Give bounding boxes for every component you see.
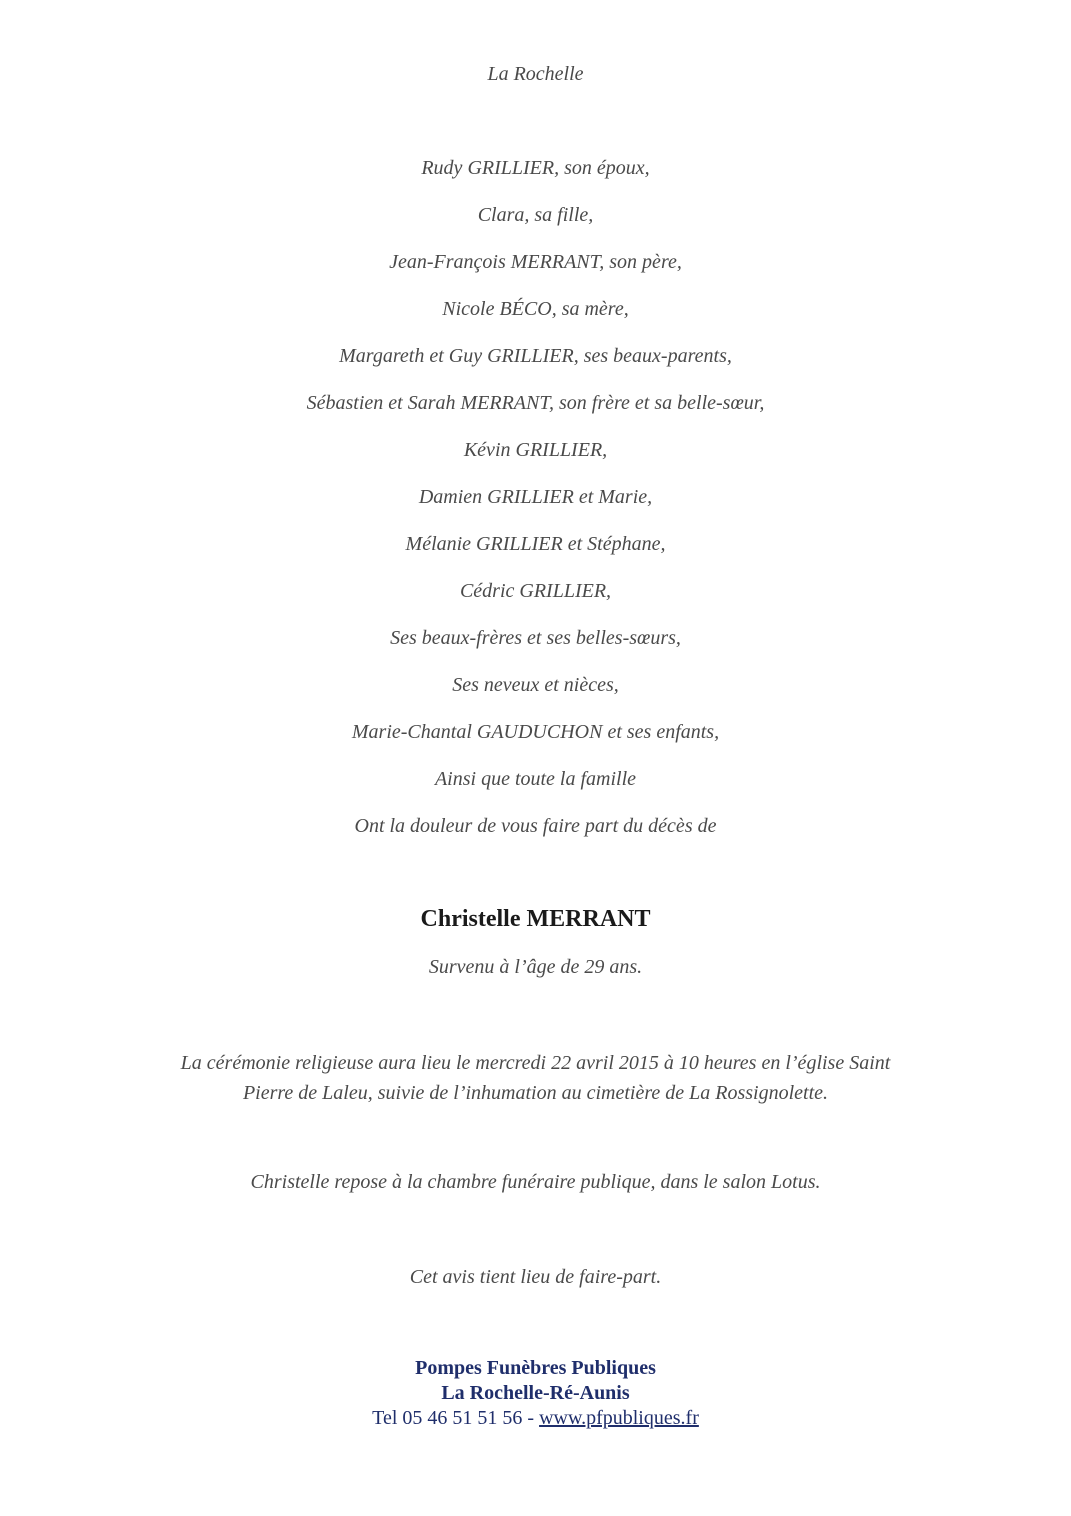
family-line: Ses beaux-frères et ses belles-sœurs,	[390, 627, 681, 649]
phone-text: Tel 05 46 51 51 56 -	[372, 1407, 540, 1429]
company-region: La Rochelle-Ré-Aunis	[441, 1382, 630, 1404]
family-line: Sébastien et Sarah MERRANT, son frère et sa belle-sœur,	[306, 392, 765, 414]
family-line: Ses neveux et nièces,	[452, 674, 619, 696]
family-line: Cédric GRILLIER,	[459, 580, 612, 602]
family-line: Ont la douleur de vous faire part du décès de	[354, 815, 717, 837]
family-line: Marie-Chantal GAUDUCHON et ses enfants,	[351, 721, 720, 743]
ceremony-details	[120, 1048, 951, 1108]
deceased-name: Christelle MERRANT	[420, 906, 651, 932]
family-line: Margareth et Guy GRILLIER, ses beaux-parents,	[339, 345, 732, 367]
family-line: Kévin GRILLIER,	[463, 439, 608, 461]
family-line: Nicole BÉCO, sa mère,	[442, 298, 629, 320]
funeral-home-footer	[0, 1356, 1071, 1431]
family-line: Rudy GRILLIER, son époux,	[421, 157, 650, 179]
ceremony-line-1: La cérémonie religieuse aura lieu le mercredi 22 avril 2015 à 10 heures en l’église Saint	[180, 1052, 891, 1074]
family-line: Clara, sa fille,	[477, 204, 594, 226]
family-list	[0, 156, 1071, 861]
family-line: Jean-François MERRANT, son père,	[389, 251, 682, 273]
family-line: Damien GRILLIER et Marie,	[418, 486, 653, 508]
repose-info: Christelle repose à la chambre funéraire publique, dans le salon Lotus.	[250, 1171, 821, 1193]
city-header: La Rochelle	[487, 63, 584, 85]
website-link[interactable]: www.pfpubliques.fr	[539, 1407, 699, 1429]
deceased-age: Survenu à l’âge de 29 ans.	[428, 956, 643, 978]
ceremony-line-2: Pierre de Laleu, suivie de l’inhumation au cimetière de La Rossignolette.	[242, 1082, 829, 1104]
notice-text: Cet avis tient lieu de faire-part.	[409, 1266, 662, 1288]
family-line: Ainsi que toute la famille	[434, 768, 637, 790]
contact-line	[0, 1406, 1071, 1431]
company-name: Pompes Funèbres Publiques	[415, 1357, 656, 1379]
family-line: Mélanie GRILLIER et Stéphane,	[405, 533, 666, 555]
